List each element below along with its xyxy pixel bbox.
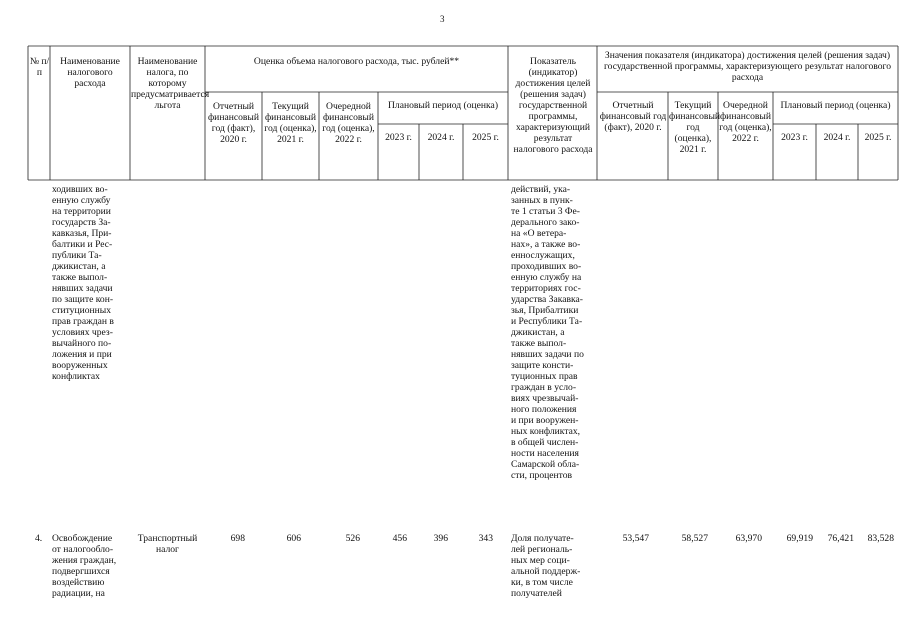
- header-estimate-current: Текущий финансовый год (оценка), 2021 г.: [264, 101, 317, 145]
- header-value-2023: 2023 г.: [781, 132, 808, 143]
- row4-tax-name: Транспортный налог: [137, 533, 198, 555]
- header-value-plan: Плановый период (оценка): [780, 100, 891, 111]
- header-estimate-group: Оценка объема налогового расхода, тыс. рублей**: [253, 56, 460, 67]
- row4-estimate-2020: 698: [230, 533, 245, 544]
- header-value-2024: 2024 г.: [823, 132, 851, 143]
- row4-expense-name: Освобождение от налогообло- жения граждан, подвергшихся воздействию радиации, на: [52, 533, 117, 599]
- row4-value-2022: 63,970: [735, 533, 762, 544]
- row4-value-2021: 58,527: [681, 533, 708, 544]
- row4-value-2020: 53,547: [622, 533, 649, 544]
- header-values-group: Значения показателя (индикатора) достижения целей (решения задач) государственной программы, характеризующего результат налогового расхода: [603, 50, 891, 83]
- page-number: 3: [440, 14, 445, 24]
- row4-value-2023: 69,919: [786, 533, 813, 544]
- header-expense-name: Наименование налогового расхода: [60, 56, 120, 89]
- row3-name-continuation: ходивших во- енную службу на территории государств За- кавказья, При- балтики и Рес- публики Та- джикистан, а также выпол- нявших задачи по защите кон- ституционных прав граждан в условиях чрез- вычайного по- ложения и при вооруженных конфликтах: [52, 184, 114, 382]
- row3-indicator-continuation: действий, ука- занных в пунк- те 1 статьи 3 Фе- дерального зако- на «О ветера- нах», а также во- еннослужащих, проходивших во- енную службу на территориях гос- ударства Закавка- зья, Прибалтики и Республики Та- джикистан, а также выпол- нявших задачи по защите консти- туционных прав граждан в усло- виях чрезвычай- ного положения и при вооружен- ных конфликтах, в общей числен- ности населения Самарской обла- сти, процентов: [511, 184, 584, 481]
- header-value-2025: 2025 г.: [864, 132, 892, 143]
- row4-estimate-2023: 456: [392, 533, 407, 544]
- row4-indicator: Доля получате- лей региональ- ных мер соци- альной поддерж- ки, в том числе получателей: [511, 533, 581, 599]
- header-tax-name: Наименование налога, по которому предусматривается льгота: [131, 56, 210, 111]
- header-value-next: Очередной финансовый год (оценка), 2022 г.: [719, 100, 772, 144]
- header-indicator: Показатель (индикатор) достижения целей (решения задач) государственной программы, характеризующий результат налогового расхода: [513, 56, 593, 155]
- row4-value-2025: 83,528: [867, 533, 894, 544]
- header-number: № п/п: [29, 56, 50, 78]
- header-estimate-report: Отчетный финансовый год (факт), 2020 г.: [207, 101, 260, 145]
- header-value-report: Отчетный финансовый год (факт), 2020 г.: [599, 100, 667, 133]
- row4-estimate-2024: 396: [433, 533, 448, 544]
- header-estimate-plan: Плановый период (оценка): [387, 100, 499, 111]
- row4-estimate-2022: 526: [345, 533, 360, 544]
- header-value-current: Текущий финансовый год (оценка), 2021 г.: [669, 100, 721, 155]
- header-estimate-2024: 2024 г.: [427, 132, 455, 143]
- header-estimate-2025: 2025 г.: [472, 132, 499, 143]
- header-estimate-2023: 2023 г.: [385, 132, 412, 143]
- row4-number: 4.: [35, 533, 43, 544]
- row4-estimate-2021: 606: [286, 533, 301, 544]
- row4-estimate-2025: 343: [478, 533, 493, 544]
- header-estimate-next: Очередной финансовый год (оценка), 2022 г.: [322, 101, 375, 145]
- row4-value-2024: 76,421: [827, 533, 854, 544]
